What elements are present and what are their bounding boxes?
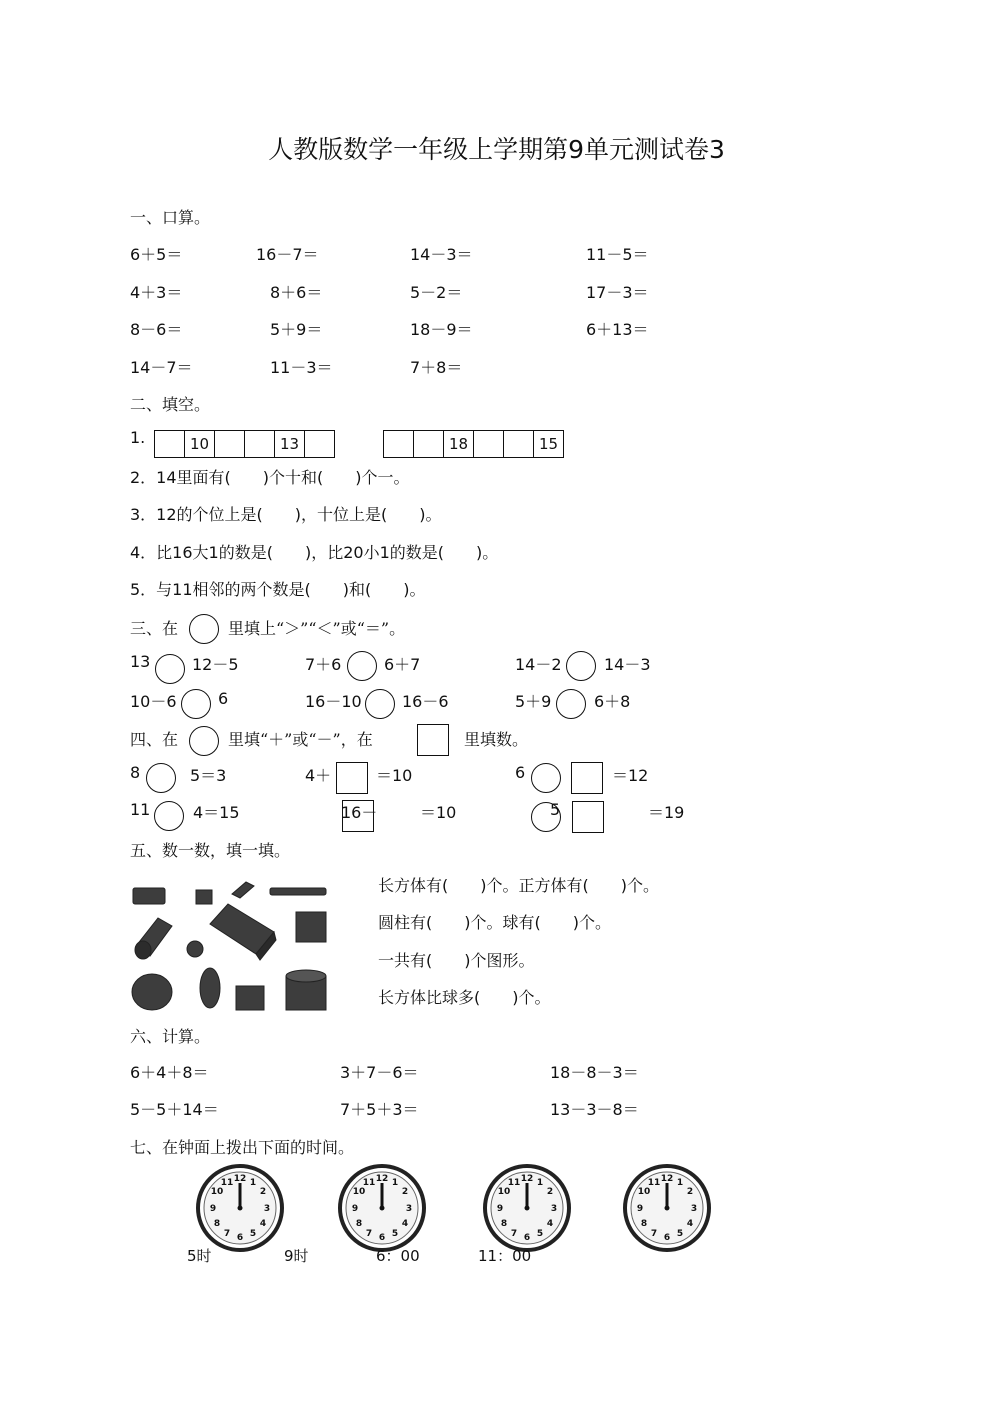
oral-calc-item: 11－5＝ xyxy=(586,245,649,264)
compare-left: 5＋9 xyxy=(515,692,552,711)
clock-label: 9时 xyxy=(284,1247,309,1265)
section-1-heading: 一、口算。 xyxy=(130,208,211,227)
svg-text:8: 8 xyxy=(640,1219,648,1229)
svg-text:12: 12 xyxy=(233,1174,247,1184)
compare-circle[interactable] xyxy=(365,689,395,719)
svg-text:2: 2 xyxy=(546,1187,554,1197)
fill-op-b: ＝10 xyxy=(420,803,457,822)
page-title: 人教版数学一年级上学期第9单元测试卷3 xyxy=(268,135,725,164)
fill-op-b: ＝12 xyxy=(612,766,649,785)
number-square[interactable] xyxy=(571,762,603,794)
compare-circle[interactable] xyxy=(181,689,211,719)
oral-calc-item: 6＋13＝ xyxy=(586,320,649,339)
fill-q3: 3．12的个位上是( )，十位上是( )。 xyxy=(130,505,442,524)
fill-op-a: 5 xyxy=(550,800,561,819)
sequence-cell[interactable] xyxy=(473,430,504,458)
svg-text:8: 8 xyxy=(213,1219,221,1229)
clock-face-2[interactable] xyxy=(337,1163,427,1253)
sequence-cell[interactable] xyxy=(413,430,444,458)
calc-item: 6＋4＋8＝ xyxy=(130,1063,209,1082)
fill-op-b: ＝19 xyxy=(648,803,685,822)
clock-face-3[interactable] xyxy=(482,1163,572,1253)
svg-text:1: 1 xyxy=(391,1178,399,1188)
sequence-cell[interactable] xyxy=(244,430,275,458)
clock-face-4[interactable] xyxy=(622,1163,712,1253)
svg-text:1: 1 xyxy=(536,1178,544,1188)
fill-op-b: 4＝15 xyxy=(193,803,240,822)
oral-calc-item: 4＋3＝ xyxy=(130,283,183,302)
oral-calc-item: 14－3＝ xyxy=(410,245,473,264)
calc-item: 18－8－3＝ xyxy=(550,1063,639,1082)
section-6-heading: 六、计算。 xyxy=(130,1027,211,1046)
svg-text:4: 4 xyxy=(401,1219,409,1229)
oral-calc-item: 16－7＝ xyxy=(256,245,319,264)
svg-text:6: 6 xyxy=(523,1233,531,1243)
oral-calc-item: 11－3＝ xyxy=(270,358,333,377)
number-square[interactable] xyxy=(336,762,368,794)
sequence-cell: 18 xyxy=(443,430,474,458)
fill-op-a: 6 xyxy=(515,763,526,782)
svg-text:12: 12 xyxy=(375,1174,389,1184)
compare-left: 10－6 xyxy=(130,692,177,711)
oral-calc-item: 18－9＝ xyxy=(410,320,473,339)
compare-right: 6＋8 xyxy=(594,692,631,711)
svg-text:9: 9 xyxy=(351,1204,359,1214)
compare-left: 14－2 xyxy=(515,655,562,674)
fill-op-a: 8 xyxy=(130,763,141,782)
svg-text:1: 1 xyxy=(676,1178,684,1188)
sequence-cell: 10 xyxy=(184,430,215,458)
svg-text:9: 9 xyxy=(636,1204,644,1214)
section-5-heading: 五、数一数，填一填。 xyxy=(130,841,291,860)
svg-text:8: 8 xyxy=(500,1219,508,1229)
svg-text:1: 1 xyxy=(249,1178,257,1188)
svg-text:11: 11 xyxy=(507,1178,521,1188)
oral-calc-item: 14－7＝ xyxy=(130,358,193,377)
calc-item: 7＋5＋3＝ xyxy=(340,1100,419,1119)
fill-q4: 4．比16大1的数是( )，比20小1的数是( )。 xyxy=(130,543,499,562)
svg-text:4: 4 xyxy=(686,1219,694,1229)
sequence-cell[interactable] xyxy=(383,430,414,458)
fill-q2: 2．14里面有( )个十和( )个一。 xyxy=(130,468,410,487)
svg-text:10: 10 xyxy=(497,1187,511,1197)
svg-text:4: 4 xyxy=(546,1219,554,1229)
clock-face-1[interactable] xyxy=(195,1163,285,1253)
svg-text:11: 11 xyxy=(220,1178,234,1188)
svg-text:12: 12 xyxy=(520,1174,534,1184)
sphere-shape xyxy=(187,941,203,957)
number-sequence-2 xyxy=(384,430,564,458)
sequence-cell: 15 xyxy=(533,430,564,458)
svg-text:10: 10 xyxy=(352,1187,366,1197)
svg-text:11: 11 xyxy=(362,1178,376,1188)
svg-text:2: 2 xyxy=(401,1187,409,1197)
fill-op-b: 5＝3 xyxy=(190,766,227,785)
operator-circle[interactable] xyxy=(531,763,561,793)
svg-text:7: 7 xyxy=(365,1229,373,1239)
oral-calc-item: 5＋9＝ xyxy=(270,320,323,339)
compare-circle[interactable] xyxy=(347,651,377,681)
sphere-shape xyxy=(132,974,172,1010)
svg-text:6: 6 xyxy=(663,1233,671,1243)
compare-right: 6 xyxy=(218,689,229,708)
section-4-heading-mid: 里填“＋”或“－”，在 xyxy=(228,730,373,749)
fill-q5: 5．与11相邻的两个数是( )和( )。 xyxy=(130,580,426,599)
svg-text:6: 6 xyxy=(378,1233,386,1243)
svg-text:7: 7 xyxy=(510,1229,518,1239)
compare-right: 16－6 xyxy=(402,692,449,711)
section-3-heading-pre: 三、在 xyxy=(130,619,179,638)
count-line-3: 一共有( )个图形。 xyxy=(378,951,535,970)
oral-calc-item: 8＋6＝ xyxy=(270,283,323,302)
cuboid-shape xyxy=(270,888,326,895)
oral-calc-item: 5－2＝ xyxy=(410,283,463,302)
oral-calc-item: 17－3＝ xyxy=(586,283,649,302)
cube-shape xyxy=(236,986,264,1010)
heading-circle-icon xyxy=(189,614,219,644)
compare-right: 6＋7 xyxy=(384,655,421,674)
svg-text:7: 7 xyxy=(650,1229,658,1239)
fill-op-b: ＝10 xyxy=(376,766,413,785)
cuboid-shape xyxy=(133,888,165,904)
compare-circle[interactable] xyxy=(155,654,185,684)
heading-square-icon xyxy=(417,724,449,756)
svg-text:2: 2 xyxy=(259,1187,267,1197)
cylinder-shape xyxy=(286,970,326,982)
section-4-heading-pre: 四、在 xyxy=(130,730,179,749)
compare-circle[interactable] xyxy=(556,689,586,719)
svg-text:5: 5 xyxy=(391,1229,399,1239)
compare-circle[interactable] xyxy=(566,651,596,681)
compare-right: 12－5 xyxy=(192,655,239,674)
compare-left: 13 xyxy=(130,652,151,671)
sequence-cell[interactable] xyxy=(154,430,185,458)
sequence-cell[interactable] xyxy=(214,430,245,458)
svg-text:6: 6 xyxy=(236,1233,244,1243)
number-square[interactable] xyxy=(572,801,604,833)
svg-text:4: 4 xyxy=(259,1219,267,1229)
svg-text:8: 8 xyxy=(355,1219,363,1229)
clock-label: 11：00 xyxy=(478,1247,532,1265)
svg-text:3: 3 xyxy=(550,1204,558,1214)
oral-calc-item: 6＋5＝ xyxy=(130,245,183,264)
svg-text:9: 9 xyxy=(496,1204,504,1214)
compare-left: 7＋6 xyxy=(305,655,342,674)
count-line-2: 圆柱有( )个。球有( )个。 xyxy=(378,913,611,932)
svg-text:3: 3 xyxy=(405,1204,413,1214)
compare-left: 16－10 xyxy=(305,692,362,711)
number-sequence-1 xyxy=(155,430,335,458)
svg-text:5: 5 xyxy=(249,1229,257,1239)
svg-text:10: 10 xyxy=(210,1187,224,1197)
calc-item: 5－5＋14＝ xyxy=(130,1100,219,1119)
compare-right: 14－3 xyxy=(604,655,651,674)
section-3-heading-post: 里填上“＞”“＜”或“＝”。 xyxy=(228,619,406,638)
svg-text:7: 7 xyxy=(223,1229,231,1239)
svg-text:12: 12 xyxy=(660,1174,674,1184)
section-7-heading: 七、在钟面上拨出下面的时间。 xyxy=(130,1138,355,1157)
svg-text:5: 5 xyxy=(536,1229,544,1239)
number-square[interactable] xyxy=(342,800,374,832)
svg-text:11: 11 xyxy=(647,1178,661,1188)
cube-shape xyxy=(296,912,326,942)
svg-text:5: 5 xyxy=(676,1229,684,1239)
svg-text:2: 2 xyxy=(686,1187,694,1197)
fill-op-a: 11 xyxy=(130,800,151,819)
solid-shapes-figure xyxy=(128,876,333,1016)
cube-shape xyxy=(196,890,212,904)
section-2-heading: 二、填空。 xyxy=(130,395,211,414)
fill-q1-label: 1. xyxy=(130,428,146,447)
clock-label: 6：00 xyxy=(376,1247,420,1265)
section-4-heading-post: 里填数。 xyxy=(464,730,529,749)
heading-circle-icon xyxy=(189,726,219,756)
fill-op-a: 16－ xyxy=(341,803,378,822)
calc-item: 3＋7－6＝ xyxy=(340,1063,419,1082)
svg-text:3: 3 xyxy=(263,1204,271,1214)
svg-text:10: 10 xyxy=(637,1187,651,1197)
operator-circle[interactable] xyxy=(154,801,184,831)
cylinder-shape xyxy=(135,941,151,959)
sequence-cell[interactable] xyxy=(304,430,335,458)
oral-calc-item: 8－6＝ xyxy=(130,320,183,339)
calc-item: 13－3－8＝ xyxy=(550,1100,639,1119)
cuboid-shape xyxy=(232,882,254,898)
oral-calc-item: 7＋8＝ xyxy=(410,358,463,377)
clock-label: 5时 xyxy=(187,1247,212,1265)
svg-text:3: 3 xyxy=(690,1204,698,1214)
count-line-1: 长方体有( )个。正方体有( )个。 xyxy=(378,876,659,895)
operator-circle[interactable] xyxy=(531,802,561,832)
count-line-4: 长方体比球多( )个。 xyxy=(378,988,551,1007)
operator-circle[interactable] xyxy=(146,763,176,793)
sequence-cell[interactable] xyxy=(503,430,534,458)
svg-text:9: 9 xyxy=(209,1204,217,1214)
sequence-cell: 13 xyxy=(274,430,305,458)
fill-op-a: 4＋ xyxy=(305,766,332,785)
cylinder-shape xyxy=(200,968,220,1008)
